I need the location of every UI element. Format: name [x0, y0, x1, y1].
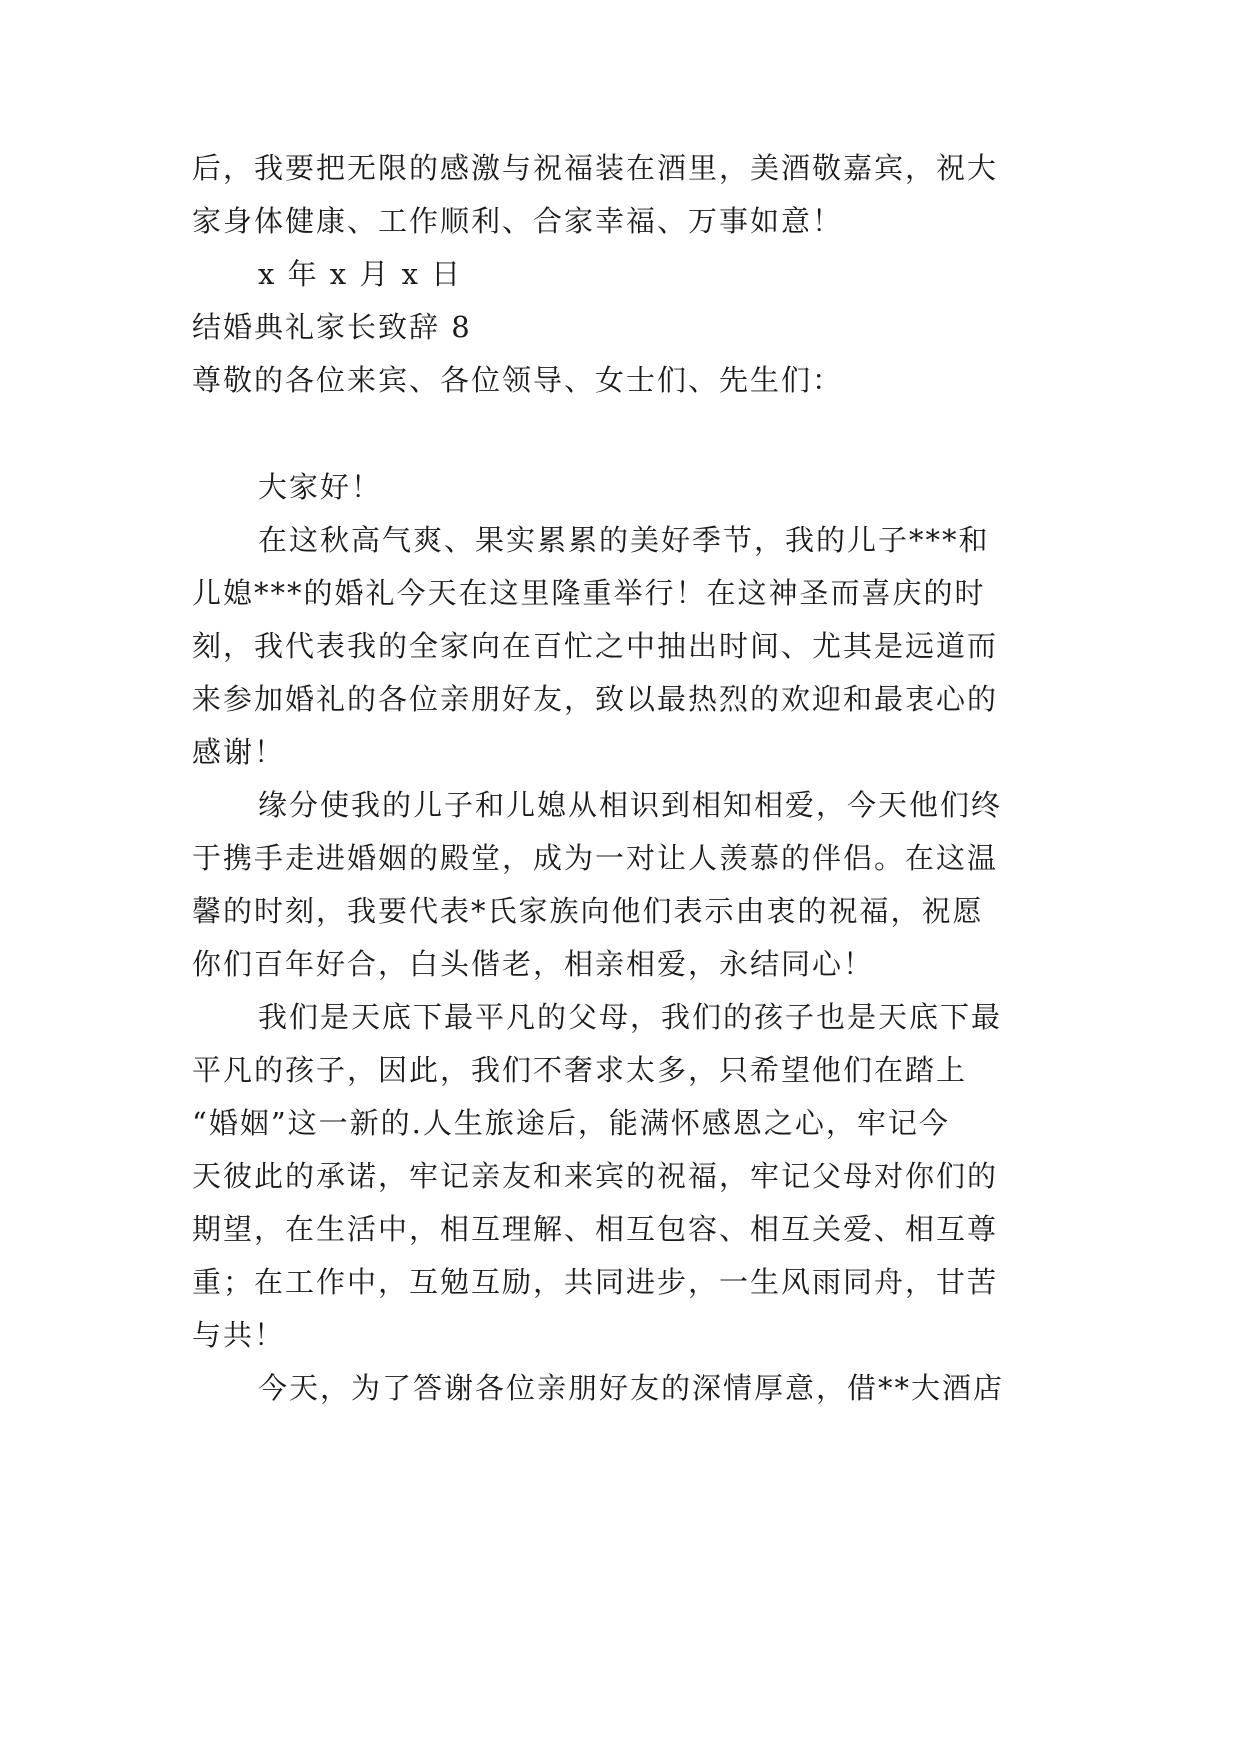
salutation: 尊敬的各位来宾、各位领导、女士们、先生们：	[192, 363, 844, 397]
text-line: 今天，为了答谢各位亲朋好友的深情厚意，借**大酒店	[258, 1371, 1005, 1405]
text-line: 天彼此的承诺，牢记亲友和来宾的祝福，牢记父母对你们的	[192, 1159, 999, 1193]
text-line: 来参加婚礼的各位亲朋好友，致以最热烈的欢迎和最衷心的	[192, 682, 999, 716]
text-line: 在这秋高气爽、果实累累的美好季节，我的儿子***和	[258, 523, 990, 557]
section-title: 结婚典礼家长致辞 8	[192, 310, 472, 344]
text-line: “婚姻”这一新的.人生旅途后，能满怀感恩之心，牢记今	[192, 1106, 950, 1140]
text-line: 儿媳***的婚礼今天在这里隆重举行！在这神圣而喜庆的时	[192, 576, 986, 610]
greeting: 大家好！	[258, 470, 383, 504]
text-line: 你们百年好合，白头偕老，相亲相爱，永结同心！	[192, 947, 875, 981]
text-line: 与共！	[192, 1318, 286, 1352]
date-line: x 年 x 月 x 日	[258, 257, 463, 291]
text-line: 重；在工作中，互勉互励，共同进步，一生风雨同舟，甘苦	[192, 1265, 999, 1299]
text-line: 家身体健康、工作顺利、合家幸福、万事如意！	[192, 204, 844, 238]
text-line: 我们是天底下最平凡的父母，我们的孩子也是天底下最	[258, 1000, 1003, 1034]
text-line: 于携手走进婚姻的殿堂，成为一对让人羡慕的伴侣。在这温	[192, 841, 999, 875]
text-line: 期望，在生活中，相互理解、相互包容、相互关爱、相互尊	[192, 1212, 999, 1246]
text-line: 后，我要把无限的感激与祝福装在酒里，美酒敬嘉宾，祝大	[192, 151, 999, 185]
text-line: 刻，我代表我的全家向在百忙之中抽出时间、尤其是远道而	[192, 629, 999, 663]
text-line: 感谢！	[192, 735, 286, 769]
text-line: 平凡的孩子，因此，我们不奢求太多，只希望他们在踏上	[192, 1053, 968, 1087]
text-line: 缘分使我的儿子和儿媳从相识到相知相爱，今天他们终	[258, 788, 1003, 822]
text-line: 馨的时刻，我要代表*氏家族向他们表示由衷的祝福，祝愿	[192, 894, 984, 928]
